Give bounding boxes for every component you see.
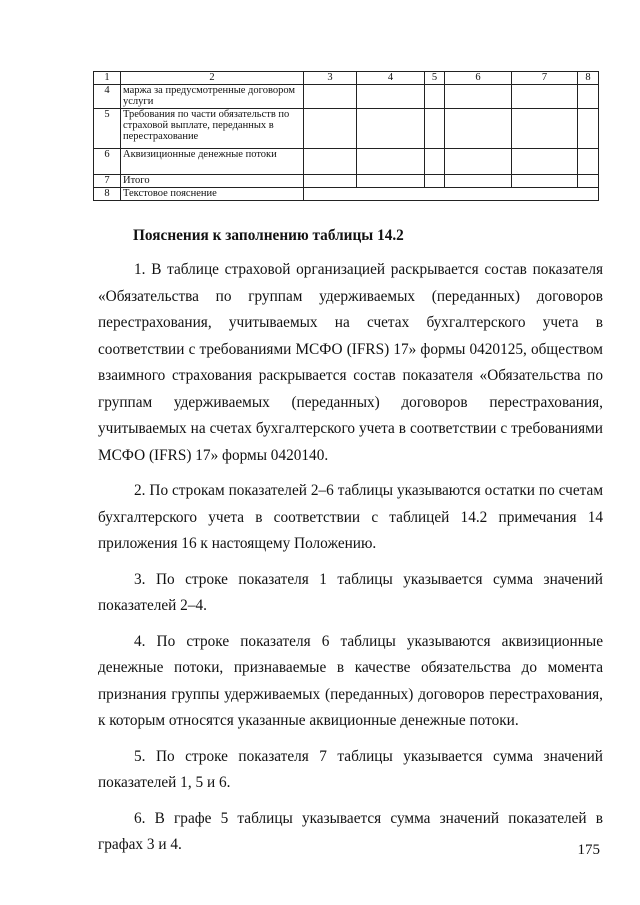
table-row [94,85,599,109]
note-paragraph: 3. По строке показателя 1 таблицы указывается сумма значений показателей 2–4. [98,570,603,614]
table-cell [357,149,425,175]
column-header: 6 [445,72,512,85]
table-cell [357,109,425,149]
table-cell [425,85,445,109]
table-cell [578,175,599,188]
report-table-container [93,71,598,201]
row-label: Требования по части обязательств по страховой выплате, переданных в перестрахование [121,109,304,149]
table-cell-merged [304,188,599,201]
table-cell [304,149,357,175]
table-cell [425,175,445,188]
table-cell [445,149,512,175]
row-label: маржа за предусмотренные договором услуги [121,85,304,109]
notes-title: Пояснения к заполнению таблицы 14.2 [133,227,404,244]
row-label: Текстовое пояснение [121,188,304,201]
row-number: 5 [94,109,121,149]
row-number: 7 [94,175,121,188]
table-cell [357,175,425,188]
table-cell [425,149,445,175]
note-paragraph: 4. По строке показателя 6 таблицы указываются аквизиционные денежные потоки, признаваемые в качестве обязательства до момента признания группы удерживаемых (переданных) договоров перестрахования, к которым относятся указанные аквиционные денежные потоки. [98,632,603,729]
table-cell [357,85,425,109]
table-cell [445,85,512,109]
table-cell [445,175,512,188]
table-row [94,188,599,201]
note-paragraph: 2. По строкам показателей 2–6 таблицы указываются остатки по счетам бухгалтерского учета в соответствии с таблицей 14.2 примечания 14 приложения 16 к настоящему Положению. [98,482,603,552]
table-row [94,149,599,175]
row-number: 6 [94,149,121,175]
table-cell [445,109,512,149]
column-header: 2 [121,72,304,85]
notes-section [98,226,603,868]
page-number: 175 [577,842,600,858]
row-label: Итого [121,175,304,188]
note-paragraph: 6. В графе 5 таблицы указывается сумма значений показателей в графах 3 и 4. [98,809,603,853]
table-cell [578,85,599,109]
column-header: 1 [94,72,121,85]
table-cell [578,149,599,175]
table-cell [304,85,357,109]
row-label: Аквизиционные денежные потоки [121,149,304,175]
table-row [94,175,599,188]
column-header: 5 [425,72,445,85]
table-cell [425,109,445,149]
column-header: 8 [578,72,599,85]
column-header: 3 [304,72,357,85]
table-cell [512,109,578,149]
table-cell [304,109,357,149]
table-cell [578,109,599,149]
table-cell [512,85,578,109]
table-cell [512,149,578,175]
note-paragraph: 5. По строке показателя 7 таблицы указывается сумма значений показателей 1, 5 и 6. [98,747,603,791]
note-paragraph: 1. В таблице страховой организацией раскрывается состав показателя «Обязательства по группам удерживаемых (переданных) договоров перестрахования, учитываемых на счетах бухгалтерского учета в соответствии с требованиями МСФО (IFRS) 17» формы 0420125, обществом взаимного страхования раскрывается состав показателя «Обязательства по группам удерживаемых (переданных) договоров перестрахования, учитываемых на счетах бухгалтерского учета в соответствии с требованиями МСФО (IFRS) 17» формы 0420140. [98,261,603,464]
table-header-row [94,72,599,85]
table-cell [512,175,578,188]
row-number: 8 [94,188,121,201]
table-cell [304,175,357,188]
column-header: 4 [357,72,425,85]
report-table [93,71,599,201]
column-header: 7 [512,72,578,85]
table-row [94,109,599,149]
row-number: 4 [94,85,121,109]
